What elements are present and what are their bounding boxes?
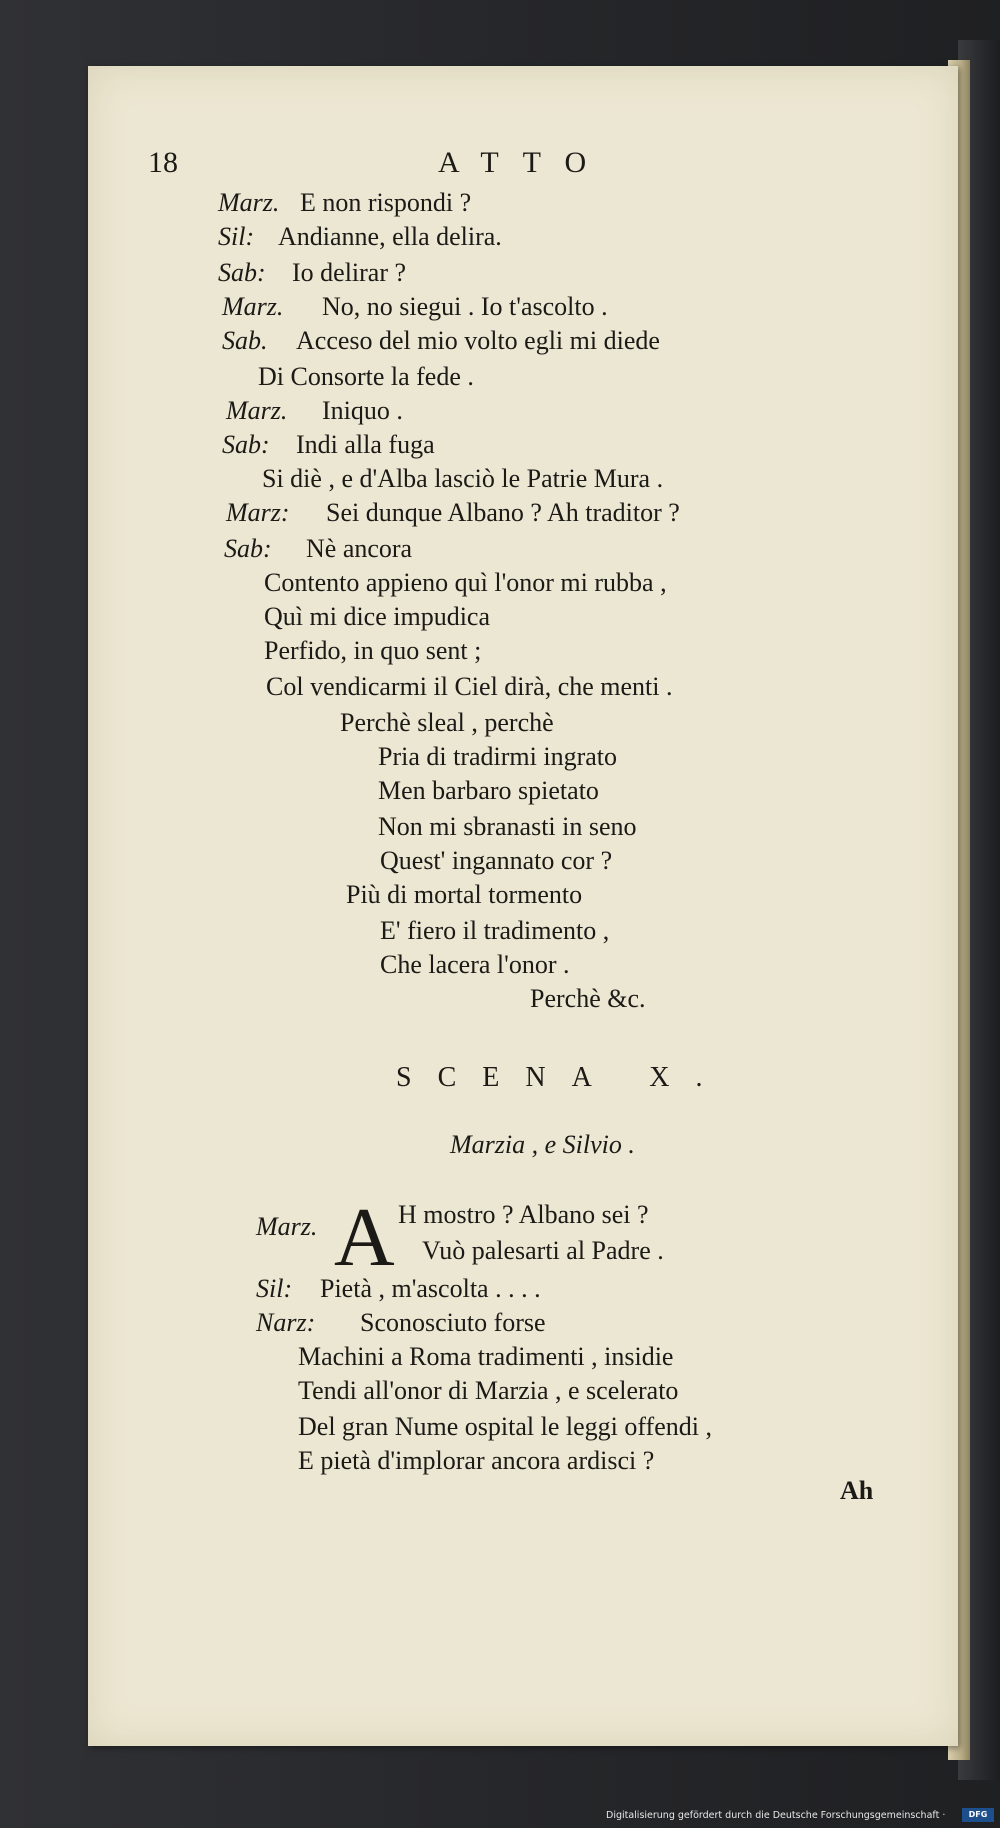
verse-line: Più di mortal tormento [346,880,583,909]
speaker-label: Sab: [222,430,270,459]
speaker-label: Sil: [218,222,255,251]
catchword: Ah [840,1476,874,1505]
verse-line: H mostro ? Albano sei ? [398,1200,649,1229]
verse-line: Vuò palesarti al Padre . [422,1236,664,1265]
verse-line: Si diè , e d'Alba lasciò le Patrie Mura . [262,464,664,493]
verse-line: Che lacera l'onor . [380,950,570,979]
drop-cap: A [334,1191,395,1284]
speaker-label: Marz. [218,188,280,217]
speaker-label: Marz. [256,1212,318,1241]
scene-title: SCENA X. [396,1062,729,1093]
speaker-label: Marz. [222,292,284,321]
speaker-label: Sab: [218,258,266,287]
verse-line: Men barbaro spietato [378,776,599,805]
verse-line: No, no siegui . Io t'ascolto . [322,292,608,321]
speaker-label: Marz. [226,396,288,425]
verse-line: Perchè sleal , perchè [340,708,554,737]
speaker-label: Narz: [256,1308,316,1337]
scene-characters: Marzia , e Silvio . [450,1130,635,1159]
verse-line: E pietà d'implorar ancora ardisci ? [298,1446,655,1475]
verse-line: E' fiero il tradimento , [380,916,610,945]
verse-line: Sei dunque Albano ? Ah traditor ? [326,498,680,527]
running-title: ATTO [438,146,611,179]
digitization-credit: Digitalisierung gefördert durch die Deutsche Forschungsgemeinschaft · [606,1810,946,1821]
speaker-label: Sab: [224,534,272,563]
page-number: 18 [148,146,178,179]
verse-line: Pietà , m'ascolta . . . . [320,1274,541,1303]
speaker-label: Sil: [256,1274,293,1303]
verse-line: Sconosciuto forse [360,1308,546,1337]
verse-line: Pria di tradirmi ingrato [378,742,618,771]
verse-line: Quì mi dice impudica [264,602,491,631]
verse-line: Acceso del mio volto egli mi diede [296,326,660,355]
verse-line: Machini a Roma tradimenti , insidie [298,1342,674,1371]
verse-line: Di Consorte la fede . [258,362,474,391]
verse-line: E non rispondi ? [300,188,472,217]
verse-line: Tendi all'onor di Marzia , e scelerato [298,1376,679,1405]
verse-line: Andianne, ella delira. [278,222,502,251]
dfg-logo: DFG [962,1808,994,1822]
verse-line: Col vendicarmi il Ciel dirà, che menti . [266,672,673,701]
verse-line: Del gran Nume ospital le leggi offendi , [298,1412,712,1441]
verse-line: Nè ancora [306,534,413,563]
verse-line: Quest' ingannato cor ? [380,846,613,875]
verse-line: Indi alla fuga [296,430,435,459]
verse-line: Non mi sbranasti in seno [378,812,637,841]
verse-line: Perfido, in quo sent ; [264,636,482,665]
verse-line: Io delirar ? [292,258,407,287]
speaker-label: Sab. [222,326,268,355]
verse-line: Iniquo . [322,396,403,425]
verse-line: Contento appieno quì l'onor mi rubba , [264,568,667,597]
verse-line: Perchè &c. [530,984,646,1013]
speaker-label: Marz: [226,498,290,527]
